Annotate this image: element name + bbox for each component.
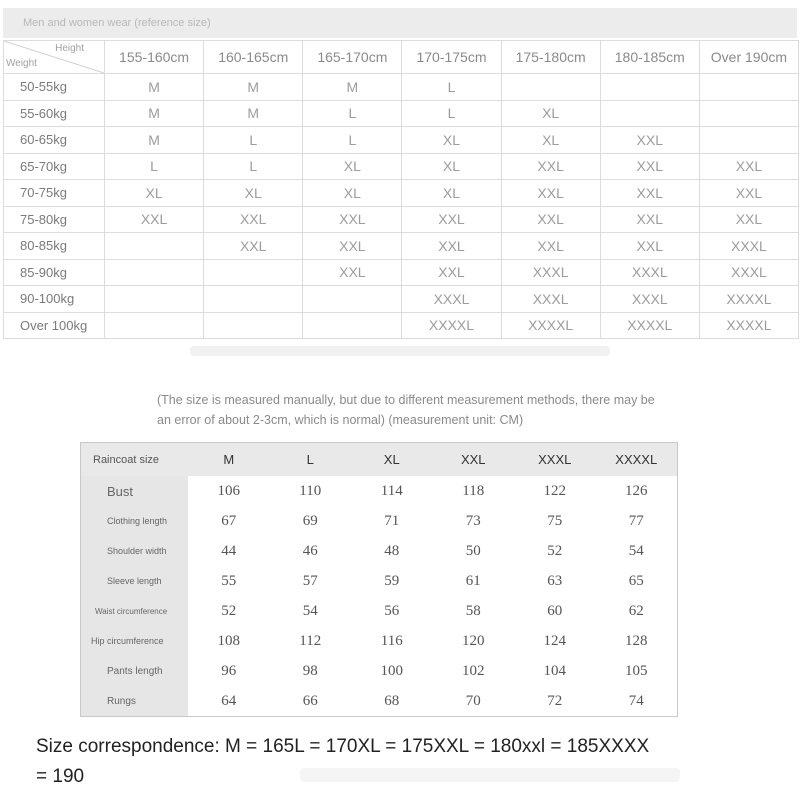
measurement-label: Shoulder width [81,536,188,566]
measurement-value: 114 [380,482,403,499]
measurement-value: 74 [628,692,644,709]
measurement-value: 54 [628,542,644,559]
size-cell: XXXXL [699,286,798,313]
size-cell: XXL [501,233,600,260]
size-cell: XXL [501,153,600,180]
raincoat-table [81,443,677,716]
size-cell: XXXXL [402,312,501,339]
size-cell: XXL [204,233,303,260]
size-cell: XL [402,127,501,154]
measurement-value: 108 [217,632,240,649]
size-cell [204,286,303,313]
measurement-row [81,626,677,656]
size-cell: L [204,153,303,180]
measurement-value: 65 [628,572,644,589]
measurement-row [81,536,677,566]
height-column-header: 155-160cm [105,41,204,74]
measurement-row [81,476,677,506]
measurement-value: 98 [302,662,318,679]
size-cell: XXL [600,180,699,207]
measurement-value: 72 [547,692,563,709]
size-cell: L [402,74,501,101]
weight-label: 75-80kg [4,206,105,233]
weight-label: 55-60kg [4,100,105,127]
measurement-value: 118 [462,482,485,499]
size-cell: XXL [699,153,798,180]
measurement-note: (The size is measured manually, but due to different measurement methods, there may be an error of about 2-3cm, which is normal) (measurement unit: CM) [157,393,655,427]
size-cell [105,312,204,339]
size-cell [501,74,600,101]
measurement-value: 54 [302,602,318,619]
size-cell [105,286,204,313]
measurement-value: 124 [543,632,566,649]
height-column-header: 160-165cm [204,41,303,74]
measurement-value: 112 [299,632,322,649]
measurement-value: 104 [543,662,566,679]
size-cell: XXL [402,206,501,233]
size-cell: XXL [402,259,501,286]
measurement-row [81,566,677,596]
size-cell: XXXL [600,286,699,313]
size-cell: XXL [600,127,699,154]
size-cell: XXXXL [699,312,798,339]
size-cell [600,100,699,127]
height-header-row [4,41,799,74]
size-cell: XXL [303,233,402,260]
measurement-value: 68 [384,692,400,709]
size-cell: XXL [600,153,699,180]
measurement-value: 96 [221,662,237,679]
size-cell: M [204,100,303,127]
size-cell: XXL [600,233,699,260]
size-cell: XXXL [501,259,600,286]
raincoat-size-header: XXXXL [596,443,678,476]
raincoat-size-header: L [270,443,352,476]
measurement-value: 44 [221,542,237,559]
measurement-label: Bust [81,476,188,506]
size-cell [105,233,204,260]
size-cell: XXXL [699,259,798,286]
raincoat-size-header: XL [351,443,433,476]
weight-label: 50-55kg [4,74,105,101]
weight-label: 60-65kg [4,127,105,154]
size-cell: XXL [699,180,798,207]
size-cell: XL [204,180,303,207]
size-cell: M [303,74,402,101]
size-chart-caption: Men and women wear (reference size) [3,8,797,38]
measurement-value: 120 [462,632,485,649]
height-column-header: 170-175cm [402,41,501,74]
measurement-label: Clothing length [81,506,188,536]
size-cell: XXL [501,206,600,233]
size-cell [303,312,402,339]
measurement-value: 67 [221,512,237,529]
size-cell: XL [402,180,501,207]
size-cell: XXL [204,206,303,233]
weight-row [4,286,799,313]
weight-label: 80-85kg [4,233,105,260]
raincoat-size-header-row [81,443,677,476]
size-cell [204,259,303,286]
measurement-value: 105 [625,662,648,679]
weight-label: 90-100kg [4,286,105,313]
weight-row [4,206,799,233]
size-cell: XL [303,180,402,207]
measurement-value: 48 [384,542,400,559]
size-cell: L [303,100,402,127]
raincoat-size-header: XXXL [514,443,596,476]
size-cell: XXL [105,206,204,233]
weight-row [4,127,799,154]
corner-cell [4,41,105,74]
size-cell: L [303,127,402,154]
weight-label: 70-75kg [4,180,105,207]
measurement-value: 57 [302,572,318,589]
measurement-value: 46 [302,542,318,559]
measurement-label: Hip circumference [81,626,188,656]
raincoat-size-label: Raincoat size [81,443,188,476]
height-column-header: 165-170cm [303,41,402,74]
size-correspondence-text: Size correspondence: M = 165L = 170XL = 175XXL = 180xxl = 185XXXX = 190 [36,736,650,787]
measurement-value: 70 [465,692,481,709]
size-cell: XXXXL [501,312,600,339]
height-weight-size-chart [3,40,799,339]
measurement-value: 63 [547,572,563,589]
size-cell: XL [105,180,204,207]
size-cell: XL [402,153,501,180]
size-cell: XL [501,100,600,127]
size-cell: XL [501,127,600,154]
size-cell [699,100,798,127]
size-cell [204,312,303,339]
measurement-label: Waist circumference [81,596,188,626]
measurement-value: 100 [380,662,403,679]
measurement-value: 128 [625,632,648,649]
measurement-value: 102 [462,662,485,679]
measurement-label: Rungs [81,686,188,716]
weight-label: Over 100kg [4,312,105,339]
measurement-value: 122 [543,482,566,499]
size-cell [699,74,798,101]
size-cell [600,74,699,101]
size-cell: XXL [699,206,798,233]
size-cell: XXL [303,206,402,233]
height-column-header: 180-185cm [600,41,699,74]
measurement-value: 50 [465,542,481,559]
weight-row [4,180,799,207]
size-cell: XXL [501,180,600,207]
size-cell: XXL [600,206,699,233]
measurement-label: Sleeve length [81,566,188,596]
measurement-value: 55 [221,572,237,589]
measurement-value: 60 [547,602,563,619]
measurement-row [81,596,677,626]
measurement-value: 75 [547,512,563,529]
size-cell: M [105,74,204,101]
measurement-value: 58 [465,602,481,619]
size-cell: XXL [303,259,402,286]
weight-row [4,100,799,127]
size-cell: XXXL [501,286,600,313]
size-cell: L [402,100,501,127]
size-cell: XL [303,153,402,180]
measurement-row [81,506,677,536]
weight-row [4,259,799,286]
measurement-value: 71 [384,512,400,529]
height-column-header: 175-180cm [501,41,600,74]
weight-label: 65-70kg [4,153,105,180]
measurement-value: 126 [625,482,648,499]
size-cell: M [105,127,204,154]
height-column-header: Over 190cm [699,41,798,74]
size-cell: XXXXL [600,312,699,339]
weight-label: 85-90kg [4,259,105,286]
measurement-value: 59 [384,572,400,589]
measurement-value: 77 [628,512,644,529]
size-cell [105,259,204,286]
size-cell: XXXL [402,286,501,313]
size-cell [699,127,798,154]
measurement-value: 64 [221,692,237,709]
corner-weight-label: Weight [6,58,37,69]
size-cell: XXXL [600,259,699,286]
weight-row [4,74,799,101]
measurement-value: 56 [384,602,400,619]
size-cell: M [204,74,303,101]
measurement-value: 61 [465,572,481,589]
size-cell [303,286,402,313]
weight-row [4,153,799,180]
measurement-value: 52 [221,602,237,619]
measurement-value: 106 [217,482,240,499]
measurement-value: 66 [302,692,318,709]
measurement-row [81,686,677,716]
raincoat-size-header: M [188,443,270,476]
size-cell: L [204,127,303,154]
measurement-value: 73 [465,512,481,529]
measurement-label: Pants length [81,656,188,686]
size-cell: XXL [402,233,501,260]
measurement-value: 62 [628,602,644,619]
weight-row [4,312,799,339]
size-cell: M [105,100,204,127]
raincoat-size-header: XXL [433,443,515,476]
size-cell: L [105,153,204,180]
measurement-value: 52 [547,542,563,559]
weight-row [4,233,799,260]
corner-height-label: Height [55,43,84,54]
size-cell: XXXL [699,233,798,260]
raincoat-measurement-table [80,442,678,717]
measurement-value: 110 [299,482,322,499]
measurement-value: 69 [302,512,318,529]
scan-smudge [190,346,610,356]
measurement-value: 116 [380,632,403,649]
measurement-row [81,656,677,686]
